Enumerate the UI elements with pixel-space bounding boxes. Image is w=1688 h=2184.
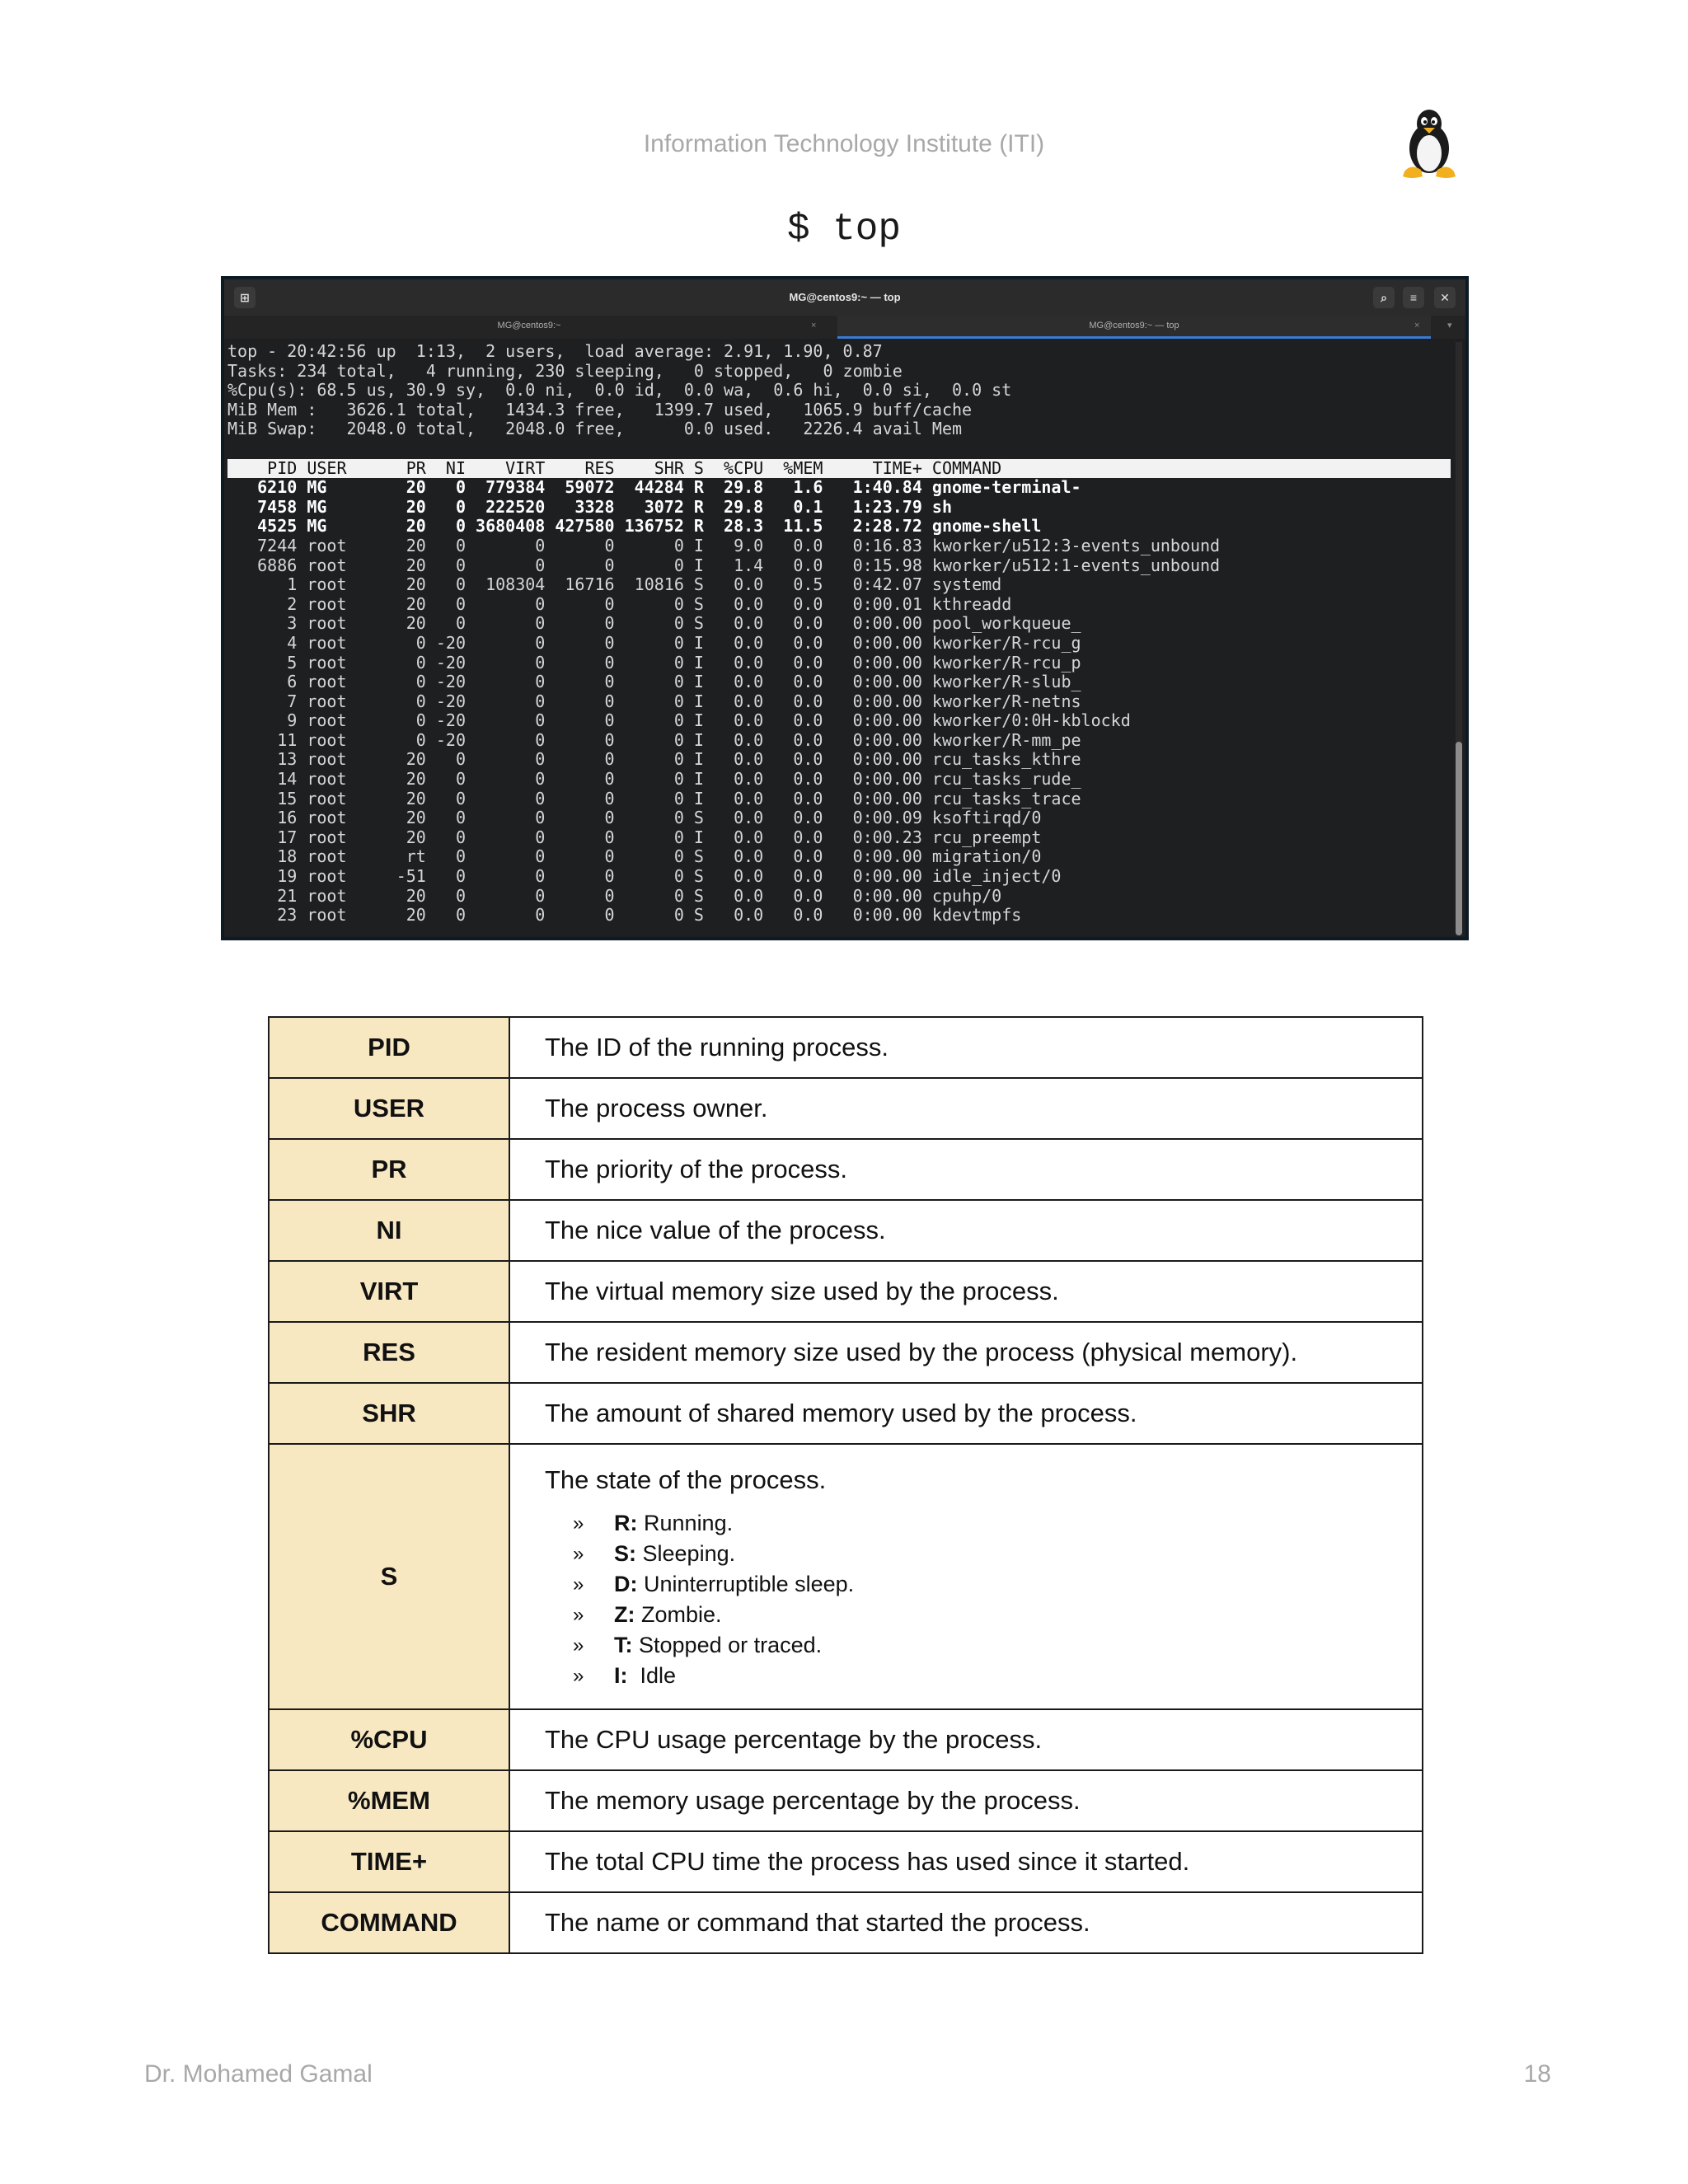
scrollbar-thumb[interactable] <box>1456 742 1462 935</box>
process-row: 23 root 20 0 0 0 0 S 0.0 0.0 0:00.00 kdevtmpfs <box>227 905 1022 926</box>
process-row: 1 root 20 0 108304 16716 10816 S 0.0 0.5 0:42.07 systemd <box>227 574 1002 595</box>
process-row: 4 root 0 -20 0 0 0 I 0.0 0.0 0:00.00 kworker/R-rcu_g <box>227 632 1081 653</box>
definition-key: RES <box>269 1322 509 1383</box>
definition-key: PR <box>269 1139 509 1200</box>
state-intro: The state of the process. <box>545 1465 827 1494</box>
summary-line: top - 20:42:56 up 1:13, 2 users, load average: 2.91, 1.90, 0.87 <box>227 341 883 361</box>
process-row: 15 root 20 0 0 0 0 I 0.0 0.0 0:00.00 rcu_tasks_trace <box>227 788 1081 808</box>
definition-row <box>269 1139 1423 1200</box>
process-row: 17 root 20 0 0 0 0 I 0.0 0.0 0:00.23 rcu_preempt <box>227 827 1042 847</box>
footer-author: Dr. Mohamed Gamal <box>144 2060 373 2088</box>
definition-description: The resident memory size used by the process (physical memory). <box>509 1322 1423 1383</box>
definition-row <box>269 1322 1423 1383</box>
definition-key: TIME+ <box>269 1831 509 1892</box>
definition-row <box>269 1892 1423 1953</box>
new-tab-icon[interactable]: ⊞ <box>234 287 256 308</box>
state-code: I: <box>614 1663 628 1688</box>
definition-description <box>509 1444 1423 1709</box>
process-row: 6 root 0 -20 0 0 0 I 0.0 0.0 0:00.00 kworker/R-slub_ <box>227 672 1081 692</box>
definition-row <box>269 1444 1423 1709</box>
definition-row <box>269 1709 1423 1770</box>
definition-key: S <box>269 1444 509 1709</box>
state-label: Sleeping. <box>642 1541 736 1566</box>
summary-line: Tasks: 234 total, 4 running, 230 sleeping, 0 stopped, 0 zombie <box>227 360 903 381</box>
process-row: 7244 root 20 0 0 0 0 I 9.0 0.0 0:16.83 kworker/u512:3-events_unbound <box>227 535 1221 555</box>
column-definitions-table <box>268 1016 1423 1954</box>
tab-close-icon[interactable]: × <box>1414 321 1420 330</box>
state-label: Running. <box>644 1511 734 1535</box>
bullet-icon: » <box>573 1665 584 1687</box>
terminal-titlebar <box>224 279 1465 316</box>
process-row: 13 root 20 0 0 0 0 I 0.0 0.0 0:00.00 rcu_tasks_kthre <box>227 749 1081 770</box>
definition-description: The ID of the running process. <box>509 1017 1423 1078</box>
tab-dropdown-icon[interactable]: ▾ <box>1447 321 1452 330</box>
bullet-icon: » <box>573 1604 584 1626</box>
state-code: R: <box>614 1511 638 1535</box>
definition-description: The amount of shared memory used by the process. <box>509 1383 1423 1444</box>
definition-row <box>269 1200 1423 1261</box>
summary-line: %Cpu(s): 68.5 us, 30.9 sy, 0.0 ni, 0.0 id, 0.0 wa, 0.6 hi, 0.0 si, 0.0 st <box>227 380 1012 401</box>
definition-row <box>269 1770 1423 1831</box>
terminal-window <box>221 276 1469 940</box>
definition-description: The process owner. <box>509 1078 1423 1139</box>
process-row: 9 root 0 -20 0 0 0 I 0.0 0.0 0:00.00 kworker/0:0H-kblockd <box>227 710 1131 731</box>
state-list <box>545 1508 1421 1691</box>
definition-key: PID <box>269 1017 509 1078</box>
state-code: T: <box>614 1633 633 1657</box>
process-row: 3 root 20 0 0 0 0 S 0.0 0.0 0:00.00 pool_workqueue_ <box>227 613 1081 634</box>
process-row: 16 root 20 0 0 0 0 S 0.0 0.0 0:00.09 ksoftirqd/0 <box>227 808 1042 828</box>
state-item <box>545 1569 1421 1600</box>
state-code: Z: <box>614 1602 635 1627</box>
tux-penguin-icon <box>1396 105 1462 180</box>
process-row: 7458 MG 20 0 222520 3328 3072 R 29.8 0.1 1:23.79 sh <box>227 496 952 517</box>
definition-description: The priority of the process. <box>509 1139 1423 1200</box>
process-row: 21 root 20 0 0 0 0 S 0.0 0.0 0:00.00 cpuhp/0 <box>227 885 1002 906</box>
state-code: S: <box>614 1541 636 1566</box>
definition-key: %MEM <box>269 1770 509 1831</box>
state-label: Uninterruptible sleep. <box>644 1572 855 1596</box>
definition-row <box>269 1261 1423 1322</box>
terminal-output <box>227 342 1451 926</box>
bullet-icon: » <box>573 1573 584 1596</box>
definition-description: The nice value of the process. <box>509 1200 1423 1261</box>
bullet-icon: » <box>573 1634 584 1657</box>
process-row: 6210 MG 20 0 779384 59072 44284 R 29.8 1.6 1:40.84 gnome-terminal- <box>227 477 1081 498</box>
definition-key: NI <box>269 1200 509 1261</box>
definition-key: COMMAND <box>269 1892 509 1953</box>
blank-line <box>227 439 1451 459</box>
definition-description: The name or command that started the process. <box>509 1892 1423 1953</box>
definition-key: USER <box>269 1078 509 1139</box>
menu-icon[interactable]: ≡ <box>1403 287 1424 308</box>
definition-key: VIRT <box>269 1261 509 1322</box>
process-row: 14 root 20 0 0 0 0 I 0.0 0.0 0:00.00 rcu_tasks_rude_ <box>227 769 1081 790</box>
state-item <box>545 1661 1421 1691</box>
process-row: 2 root 20 0 0 0 0 S 0.0 0.0 0:00.01 kthreadd <box>227 593 1012 614</box>
process-row: 6886 root 20 0 0 0 0 I 1.4 0.0 0:15.98 kworker/u512:1-events_unbound <box>227 555 1221 575</box>
definition-description: The CPU usage percentage by the process. <box>509 1709 1423 1770</box>
state-item <box>545 1630 1421 1661</box>
terminal-tabs <box>224 316 1465 339</box>
close-icon[interactable]: ✕ <box>1434 287 1456 308</box>
definition-description: The memory usage percentage by the process. <box>509 1770 1423 1831</box>
summary-line: MiB Swap: 2048.0 total, 2048.0 free, 0.0 used. 2226.4 avail Mem <box>227 419 963 439</box>
state-item <box>545 1600 1421 1630</box>
state-item <box>545 1508 1421 1539</box>
definition-row <box>269 1383 1423 1444</box>
window-title: MG@centos9:~ — top <box>789 291 901 303</box>
header-title: Information Technology Institute (ITI) <box>643 130 1045 157</box>
process-row: 7 root 0 -20 0 0 0 I 0.0 0.0 0:00.00 kworker/R-netns <box>227 691 1081 711</box>
state-label: Stopped or traced. <box>639 1633 823 1657</box>
tab-shell[interactable]: MG@centos9:~ <box>497 321 561 330</box>
definition-description: The virtual memory size used by the process. <box>509 1261 1423 1322</box>
definition-key: %CPU <box>269 1709 509 1770</box>
page-number: 18 <box>1523 2060 1551 2088</box>
summary-line: MiB Mem : 3626.1 total, 1434.3 free, 1399.7 used, 1065.9 buff/cache <box>227 399 973 419</box>
definition-row <box>269 1078 1423 1139</box>
search-icon[interactable]: ⌕ <box>1373 287 1395 308</box>
terminal-scrollbar[interactable] <box>1456 342 1462 935</box>
process-row: 11 root 0 -20 0 0 0 I 0.0 0.0 0:00.00 kworker/R-mm_pe <box>227 729 1081 750</box>
process-table-header: PID USER PR NI VIRT RES SHR S %CPU %MEM TIME+ COMMAND <box>227 459 1451 479</box>
tab-top[interactable]: MG@centos9:~ — top <box>837 316 1431 339</box>
definition-key: SHR <box>269 1383 509 1444</box>
tab-close-icon[interactable]: × <box>811 321 817 330</box>
process-row: 4525 MG 20 0 3680408 427580 136752 R 28.3 11.5 2:28.72 gnome-shell <box>227 516 1042 537</box>
bullet-icon: » <box>573 1512 584 1535</box>
bullet-icon: » <box>573 1543 584 1565</box>
definition-description: The total CPU time the process has used since it started. <box>509 1831 1423 1892</box>
process-row: 5 root 0 -20 0 0 0 I 0.0 0.0 0:00.00 kworker/R-rcu_p <box>227 652 1081 673</box>
command-heading: $ top <box>786 208 902 251</box>
state-label: Idle <box>634 1663 677 1688</box>
state-item <box>545 1539 1421 1569</box>
state-code: D: <box>614 1572 638 1596</box>
state-label: Zombie. <box>641 1602 722 1627</box>
definition-row <box>269 1831 1423 1892</box>
process-row: 18 root rt 0 0 0 0 S 0.0 0.0 0:00.00 migration/0 <box>227 846 1042 867</box>
definition-row <box>269 1017 1423 1078</box>
process-row: 19 root -51 0 0 0 0 S 0.0 0.0 0:00.00 idle_inject/0 <box>227 866 1062 887</box>
